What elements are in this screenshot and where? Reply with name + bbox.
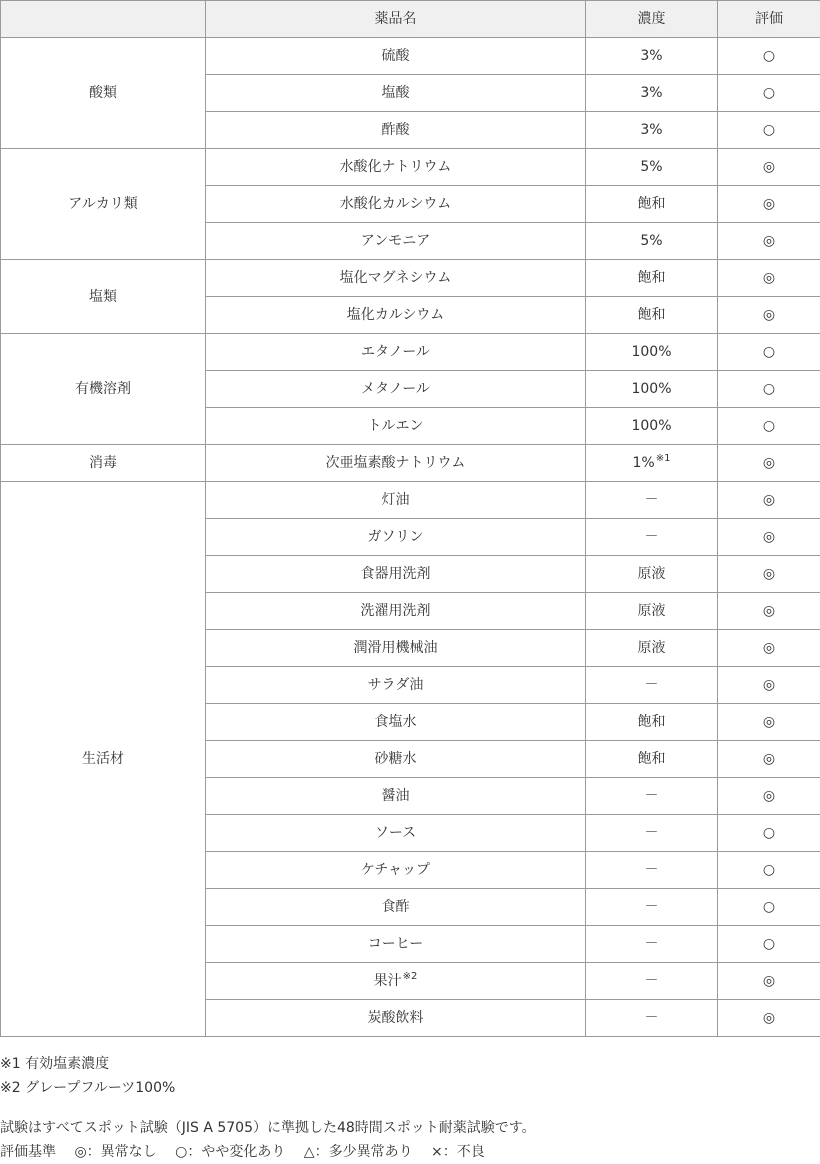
chemical-name: 塩化マグネシウム <box>340 270 452 286</box>
concentration-value: 5% <box>640 159 662 175</box>
chemical-name: ケチャップ <box>361 862 430 878</box>
rating-cell: ○ <box>718 408 820 445</box>
concentration-value: 原液 <box>638 640 666 656</box>
footnote-2: ※2 グレープフルーツ100% <box>0 1076 820 1100</box>
concentration-value: 100% <box>631 344 671 360</box>
rating-cell: ◎ <box>718 741 820 778</box>
rating-cell: ◎ <box>718 186 820 223</box>
chemical-name: 酢酸 <box>382 122 410 138</box>
concentration-cell <box>586 889 718 926</box>
chemical-name: 醤油 <box>382 788 410 804</box>
chemical-name-cell <box>206 815 586 852</box>
header-concentration: 濃度 <box>586 1 718 38</box>
concentration-cell <box>586 75 718 112</box>
concentration-value: － <box>645 788 659 804</box>
concentration-cell <box>586 408 718 445</box>
notes-section <box>0 1052 820 1164</box>
chemical-name: 灯油 <box>382 492 410 508</box>
header-chemical-name: 薬品名 <box>206 1 586 38</box>
legend-good: ○：やや変化あり <box>175 1144 285 1160</box>
chemical-name-cell <box>206 852 586 889</box>
chemical-name: 塩化カルシウム <box>347 307 445 323</box>
category-cell: 有機溶剤 <box>1 334 206 445</box>
concentration-cell <box>586 741 718 778</box>
concentration-value: － <box>645 973 659 989</box>
chemical-name-cell <box>206 667 586 704</box>
table-row <box>1 260 820 297</box>
chemical-name-cell <box>206 926 586 963</box>
chemical-name-cell <box>206 297 586 334</box>
rating-cell: ◎ <box>718 556 820 593</box>
chemical-name: 水酸化カルシウム <box>340 196 452 212</box>
concentration-cell <box>586 852 718 889</box>
concentration-value: － <box>645 492 659 508</box>
concentration-cell <box>586 297 718 334</box>
chemical-name-cell <box>206 482 586 519</box>
concentration-cell <box>586 38 718 75</box>
chemical-name-cell <box>206 260 586 297</box>
header-rating: 評価 <box>718 1 820 38</box>
chemical-name: コーヒー <box>368 936 423 952</box>
concentration-cell <box>586 704 718 741</box>
rating-cell: ◎ <box>718 630 820 667</box>
rating-cell: ◎ <box>718 223 820 260</box>
rating-cell: ◎ <box>718 260 820 297</box>
chemical-name: トルエン <box>368 418 424 434</box>
concentration-cell <box>586 149 718 186</box>
chemical-name: ガソリン <box>368 529 424 545</box>
chemical-name: 水酸化ナトリウム <box>340 159 452 175</box>
concentration-value: 5% <box>640 233 662 249</box>
concentration-cell <box>586 519 718 556</box>
chemical-name-cell <box>206 445 586 482</box>
concentration-cell <box>586 926 718 963</box>
rating-cell: ○ <box>718 75 820 112</box>
table-row <box>1 482 820 519</box>
rating-cell: ○ <box>718 815 820 852</box>
chemical-name-cell <box>206 630 586 667</box>
rating-cell: ○ <box>718 889 820 926</box>
chemical-name: ソース <box>375 825 416 841</box>
chemical-name: 硫酸 <box>382 48 410 64</box>
chemical-name-cell <box>206 556 586 593</box>
rating-cell: ○ <box>718 334 820 371</box>
chemical-name-cell <box>206 112 586 149</box>
footnote-1: ※1 有効塩素濃度 <box>0 1052 820 1076</box>
concentration-value: 飽和 <box>638 270 666 286</box>
concentration-cell <box>586 223 718 260</box>
chemical-name-cell <box>206 519 586 556</box>
chemical-name-cell <box>206 149 586 186</box>
chemical-name: エタノール <box>361 344 430 360</box>
concentration-value: － <box>645 936 659 952</box>
rating-cell: ◎ <box>718 149 820 186</box>
concentration-value: 3% <box>640 48 662 64</box>
concentration-value: 飽和 <box>638 714 666 730</box>
concentration-cell <box>586 667 718 704</box>
rating-legend <box>0 1140 820 1164</box>
table-row <box>1 149 820 186</box>
concentration-value: 飽和 <box>638 196 666 212</box>
rating-cell: ○ <box>718 112 820 149</box>
chemical-name: 果汁 <box>374 973 402 989</box>
chemical-name: 砂糖水 <box>375 751 417 767</box>
concentration-cell <box>586 112 718 149</box>
rating-cell: ◎ <box>718 704 820 741</box>
concentration-value: 100% <box>631 381 671 397</box>
chemical-name-cell <box>206 704 586 741</box>
rating-cell: ◎ <box>718 593 820 630</box>
chemical-name: 潤滑用機械油 <box>354 640 438 656</box>
concentration-value: － <box>645 862 659 878</box>
chemical-name: 塩酸 <box>382 85 410 101</box>
chemical-name: メタノール <box>361 381 430 397</box>
chemical-name: 食塩水 <box>375 714 417 730</box>
concentration-cell <box>586 1000 718 1037</box>
concentration-value: － <box>645 1010 659 1026</box>
chemical-name: 食器用洗剤 <box>361 566 431 582</box>
chemical-name-cell <box>206 334 586 371</box>
footnote-ref: ※2 <box>403 971 418 982</box>
rating-cell: ○ <box>718 852 820 889</box>
concentration-value: 3% <box>640 122 662 138</box>
category-cell: アルカリ類 <box>1 149 206 260</box>
rating-cell: ◎ <box>718 482 820 519</box>
concentration-value: 1% <box>633 455 655 471</box>
concentration-cell <box>586 445 718 482</box>
chemical-name-cell <box>206 963 586 1000</box>
concentration-cell <box>586 334 718 371</box>
concentration-cell <box>586 630 718 667</box>
legend-excellent: ◎：異常なし <box>74 1144 156 1160</box>
concentration-cell <box>586 371 718 408</box>
chemical-name-cell <box>206 889 586 926</box>
concentration-cell <box>586 556 718 593</box>
table-header-row <box>1 1 820 38</box>
concentration-value: 100% <box>631 418 671 434</box>
footnote-ref: ※1 <box>656 453 671 464</box>
concentration-value: － <box>645 825 659 841</box>
rating-cell: ◎ <box>718 1000 820 1037</box>
rating-cell: ◎ <box>718 963 820 1000</box>
concentration-cell <box>586 815 718 852</box>
concentration-cell <box>586 778 718 815</box>
rating-cell: ◎ <box>718 297 820 334</box>
legend-label: 評価基準 <box>0 1144 56 1160</box>
chemical-name: サラダ油 <box>368 677 424 693</box>
rating-cell: ◎ <box>718 519 820 556</box>
header-category <box>1 1 206 38</box>
rating-cell: ◎ <box>718 667 820 704</box>
legend-poor: ×：不良 <box>431 1144 485 1160</box>
concentration-value: － <box>645 529 659 545</box>
chemical-name: 洗濯用洗剤 <box>361 603 431 619</box>
category-cell: 塩類 <box>1 260 206 334</box>
concentration-cell <box>586 186 718 223</box>
concentration-cell <box>586 260 718 297</box>
category-cell: 生活材 <box>1 482 206 1037</box>
chemical-name-cell <box>206 223 586 260</box>
chemical-name: 次亜塩素酸ナトリウム <box>326 455 466 471</box>
table-row <box>1 334 820 371</box>
concentration-value: 原液 <box>638 566 666 582</box>
chemical-name: アンモニア <box>361 233 430 249</box>
test-description: 試験はすべてスポット試験（JIS A 5705）に準拠した48時間スポット耐薬試験です。 <box>0 1116 820 1140</box>
table-row <box>1 445 820 482</box>
rating-cell: ◎ <box>718 778 820 815</box>
concentration-value: 飽和 <box>638 751 666 767</box>
concentration-value: － <box>645 899 659 915</box>
rating-cell: ○ <box>718 38 820 75</box>
table-body <box>1 38 820 1037</box>
category-cell: 酸類 <box>1 38 206 149</box>
rating-cell: ◎ <box>718 445 820 482</box>
chemical-name-cell <box>206 75 586 112</box>
chemical-name-cell <box>206 408 586 445</box>
chemical-name: 炭酸飲料 <box>368 1010 424 1026</box>
chemical-name-cell <box>206 1000 586 1037</box>
chemical-name-cell <box>206 741 586 778</box>
concentration-value: － <box>645 677 659 693</box>
concentration-value: 飽和 <box>638 307 666 323</box>
rating-cell: ○ <box>718 371 820 408</box>
table-row <box>1 38 820 75</box>
chemical-name-cell <box>206 371 586 408</box>
chemical-name-cell <box>206 593 586 630</box>
rating-cell: ○ <box>718 926 820 963</box>
chemical-name: 食酢 <box>382 899 410 915</box>
legend-fair: △：多少異常あり <box>304 1144 413 1160</box>
concentration-cell <box>586 963 718 1000</box>
concentration-cell <box>586 482 718 519</box>
chemical-name-cell <box>206 186 586 223</box>
concentration-value: 原液 <box>638 603 666 619</box>
chemical-name-cell <box>206 778 586 815</box>
concentration-value: 3% <box>640 85 662 101</box>
concentration-cell <box>586 593 718 630</box>
chemical-name-cell <box>206 38 586 75</box>
category-cell: 消毒 <box>1 445 206 482</box>
